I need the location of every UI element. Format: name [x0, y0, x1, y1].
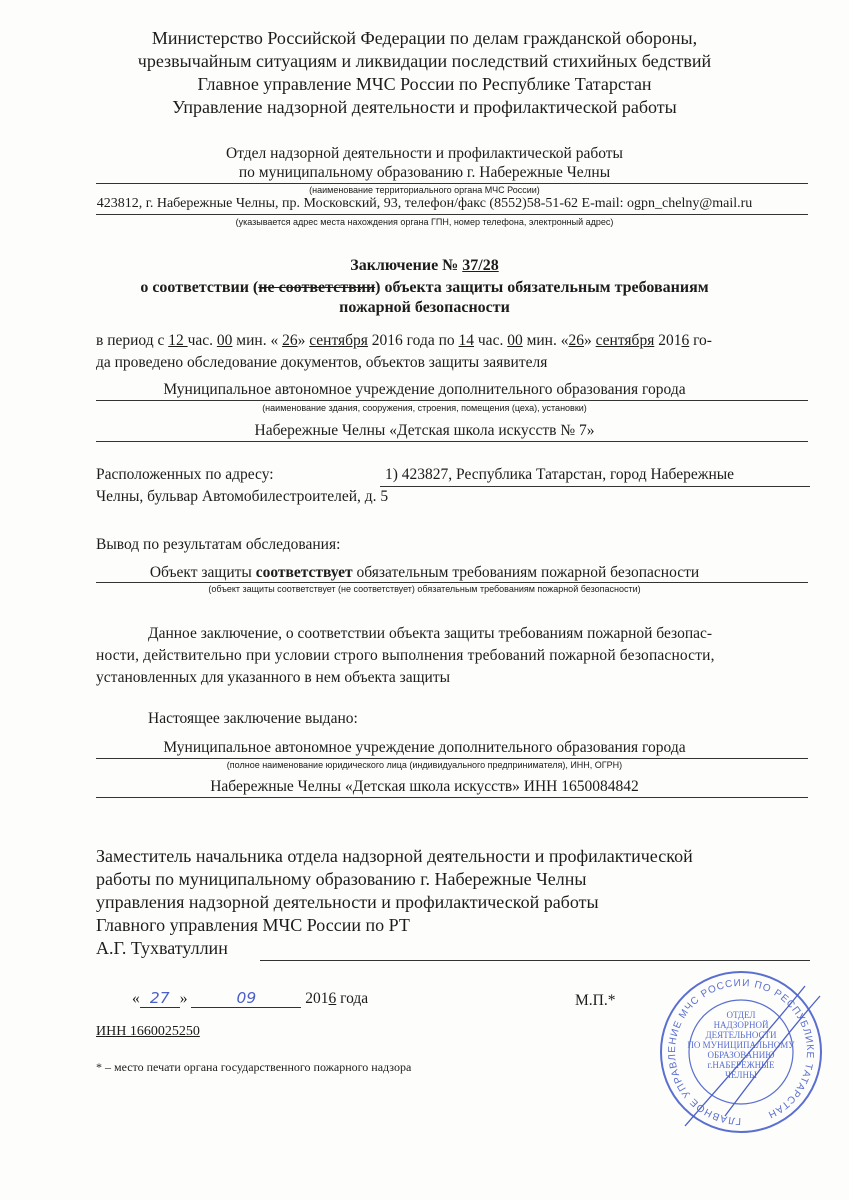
svg-text:ДЕЯТЕЛЬНОСТИ: ДЕЯТЕЛЬНОСТИ: [705, 1030, 777, 1040]
issued-caption: (полное наименование юридического лица (индивидуального предпринимателя), ИНН, ОГРН): [226, 760, 623, 770]
address-caption: (указывается адрес места нахождения органа ГПН, номер телефона, электронный адрес): [235, 217, 614, 227]
issued-to-2: Набережные Челны «Детская школа искусств» ИНН 1650084842: [210, 778, 639, 795]
conclusion-label: Вывод по результатам обследования:: [96, 536, 341, 553]
department-address: 423812, г. Набережные Челны, пр. Московский, 93, телефон/факс (8552)58-51-62 E-mail: ogpn_chelny@mail.ru: [96, 196, 753, 211]
svg-text:ГЛАВНОЕ УПРАВЛЕНИЕ МЧС РОССИИ: ГЛАВНОЕ УПРАВЛЕНИЕ МЧС РОССИИ ПО РЕСПУБЛИКЕ ТАТАРСТАН: [666, 977, 816, 1127]
svg-text:ПО МУНИЦИПАЛЬНОМУ: ПО МУНИЦИПАЛЬНОМУ: [687, 1040, 795, 1050]
header-line: Управление надзорной деятельности и профилактической работы: [172, 97, 677, 117]
issued-to: Муниципальное автономное учреждение дополнительного образования города: [163, 739, 686, 756]
department-caption: (наименование территориального органа МЧС России): [309, 185, 540, 195]
svg-text:ОТДЕЛ: ОТДЕЛ: [726, 1010, 756, 1020]
conclusion-value: Объект защиты соответствует обязательным требованиям пожарной безопасности: [149, 564, 700, 581]
signer-title: управления надзорной деятельности и профилактической работы: [96, 892, 599, 912]
header-line: Главное управление МЧС России по Республике Татарстан: [197, 74, 652, 94]
address-value-2: Челны, бульвар Автомобилестроителей, д. 5: [96, 488, 389, 505]
address-value: 1) 423827, Республика Татарстан, город Набережные: [385, 466, 735, 483]
object-caption: (наименование здания, сооружения, строения, помещения (цеха), установки): [262, 403, 587, 413]
stamp-place-label: М.П.*: [575, 992, 616, 1009]
department-line: по муниципальному образованию г. Набережные Челны: [238, 164, 611, 181]
object-name: Муниципальное автономное учреждение дополнительного образования города: [163, 381, 686, 398]
signer-title: работы по муниципальному образованию г. Набережные Челны: [96, 869, 587, 889]
signature-date: « 27 » 09 2016 года: [132, 989, 369, 1007]
document-subtitle-2: пожарной безопасности: [339, 299, 510, 316]
issued-label: Настоящее заключение выдано:: [148, 710, 358, 727]
paragraph-line: Данное заключение, о соответствии объекта защиты требованиям пожарной безопас-: [148, 625, 713, 642]
signer-name: А.Г. Тухватуллин: [96, 938, 228, 958]
svg-text:г.НАБЕРЕЖНЫЕ: г.НАБЕРЕЖНЫЕ: [707, 1060, 775, 1070]
svg-text:НАДЗОРНОЙ: НАДЗОРНОЙ: [713, 1020, 769, 1030]
document-title: Заключение № 37/28: [350, 257, 499, 274]
svg-text:ОБРАЗОВАНИЮ: ОБРАЗОВАНИЮ: [707, 1050, 775, 1060]
conclusion-caption: (объект защиты соответствует (не соответствует) обязательным требованиям пожарной безопасности): [208, 584, 641, 594]
department-line: Отдел надзорной деятельности и профилактической работы: [226, 145, 623, 162]
paragraph-line: ности, действительно при условии строго выполнения требований пожарной безопасности,: [96, 647, 715, 664]
footnote: * – место печати органа государственного пожарного надзора: [96, 1060, 412, 1074]
paragraph-line: установленных для указанного в нем объекта защиты: [96, 669, 451, 686]
header-line: чрезвычайным ситуациям и ликвидации последствий стихийных бедствий: [137, 51, 712, 71]
official-stamp: [655, 966, 835, 1138]
header-line: Министерство Российской Федерации по делам гражданской обороны,: [151, 28, 698, 48]
inspection-period-2: да проведено обследование документов, объектов защиты заявителя: [96, 354, 548, 371]
object-name-2: Набережные Челны «Детская школа искусств № 7»: [254, 422, 595, 439]
signer-title: Главного управления МЧС России по РТ: [96, 915, 410, 935]
svg-text:ЧЕЛНЫ: ЧЕЛНЫ: [725, 1070, 757, 1080]
document-subtitle: о соответствии (не соответствии) объекта защиты обязательным требованиям: [140, 279, 709, 296]
signer-title: Заместитель начальника отдела надзорной деятельности и профилактической: [96, 846, 693, 866]
inn: ИНН 1660025250: [96, 1024, 200, 1039]
address-label: Расположенных по адресу:: [96, 466, 274, 483]
inspection-period: в период с 12 час. 00 мин. « 26» сентября 2016 года по 14 час. 00 мин. «26» сентября 2016 го-: [96, 332, 712, 349]
